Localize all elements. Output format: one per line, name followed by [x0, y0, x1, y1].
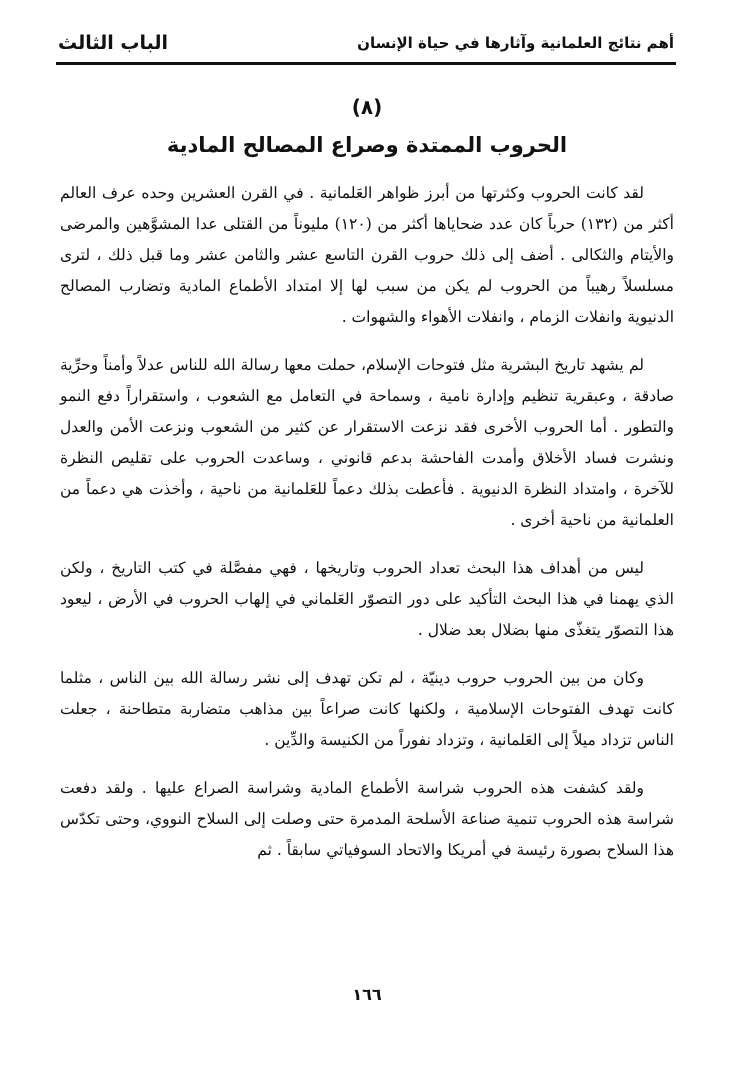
section-number: (٨)	[351, 95, 383, 119]
page-number: ١٦٦	[352, 985, 382, 1004]
running-header	[58, 28, 674, 58]
section-title: الحروب الممتدة وصراع المصالح المادية	[166, 133, 568, 157]
paragraph-5: ولقد كشفت هذه الحروب شراسة الأطماع المادية وشراسة الصراع عليها . ولقد دفعت شراسة هذه الحروب تنمية صناعة الأسلحة المدمرة حتى وصلت إلى السلاح النووي، وحتى تكدّس هذا السلاح بصورة رئيسة في أمريكا والاتحاد السوفياتي سابقاً . ثم	[60, 779, 674, 859]
paragraph-2: لم يشهد تاريخ البشرية مثل فتوحات الإسلام، حملت معها رسالة الله للناس عدلاً وأمناً وحرِّية صادقة ، وعبقرية تنظيم وإدارة نامية ، وسماحة في التعامل مع الشعوب ، واستقراراً دفع النمو والتطور . أما الحروب الأخرى فقد نزعت الاستقرار عن كثير من الشعوب ونزعت الأمن والعدل ونشرت فساد الأخلاق وأمدت الفاحشة بدعم قانوني ، وساعدت الحروب على تقليص النظرة للآخرة ، وامتداد النظرة الدنيوية . فأعطت بذلك دعماً للعَلمانية من ناحية ، وأخذت هي دعماً من العلمانية من ناحية أخرى .	[60, 356, 674, 529]
chapter-label: الباب الثالث	[58, 32, 169, 54]
paragraph-1: لقد كانت الحروب وكثرتها من أبرز ظواهر العَلمانية . في القرن العشرين وحده عرف العالم أكثر من (١٣٢) حرباً كان عدد ضحاياها أكثر من (١٢٠) مليوناً من القتلى عدا المشوَّهين والمرضى والأيتام والثكالى . أضف إلى ذلك حروب القرن التاسع عشر والثامن عشر وما قبل ذلك ، لترى مسلسلاً رهيباً من الحروب لم يكن من سبب لها إلا امتداد الأطماع المادية وتضارب المصالح الدنيوية وانفلات الزمام ، وانفلات الأهواء والشهوات .	[60, 184, 674, 326]
paragraph-4: وكان من بين الحروب حروب دينيّة ، لم تكن تهدف إلى نشر رسالة الله بين الناس ، مثلما كانت تهدف الفتوحات الإسلامية ، ولكنها كانت صراعاً بين مذاهب متضاربة متطاحنة ، جعلت الناس تزداد ميلاً إلى العَلمانية ، وتزداد نفوراً من الكنيسة والدِّين .	[60, 669, 674, 749]
running-title: أهم نتائج العلمانية وآثارها في حياة الإنسان	[357, 34, 674, 52]
paragraph-3: ليس من أهداف هذا البحث تعداد الحروب وتاريخها ، فهي مفصَّلة في كتب التاريخ ، ولكن الذي يهمنا في هذا البحث التأكيد على دور التصوّر العَلماني في إلهاب الحروب في الأرض ، ليعود هذا التصوّر يتغذّى منها بضلال بعد ضلال .	[60, 559, 674, 639]
header-rule	[56, 62, 676, 65]
body-text	[60, 178, 674, 883]
